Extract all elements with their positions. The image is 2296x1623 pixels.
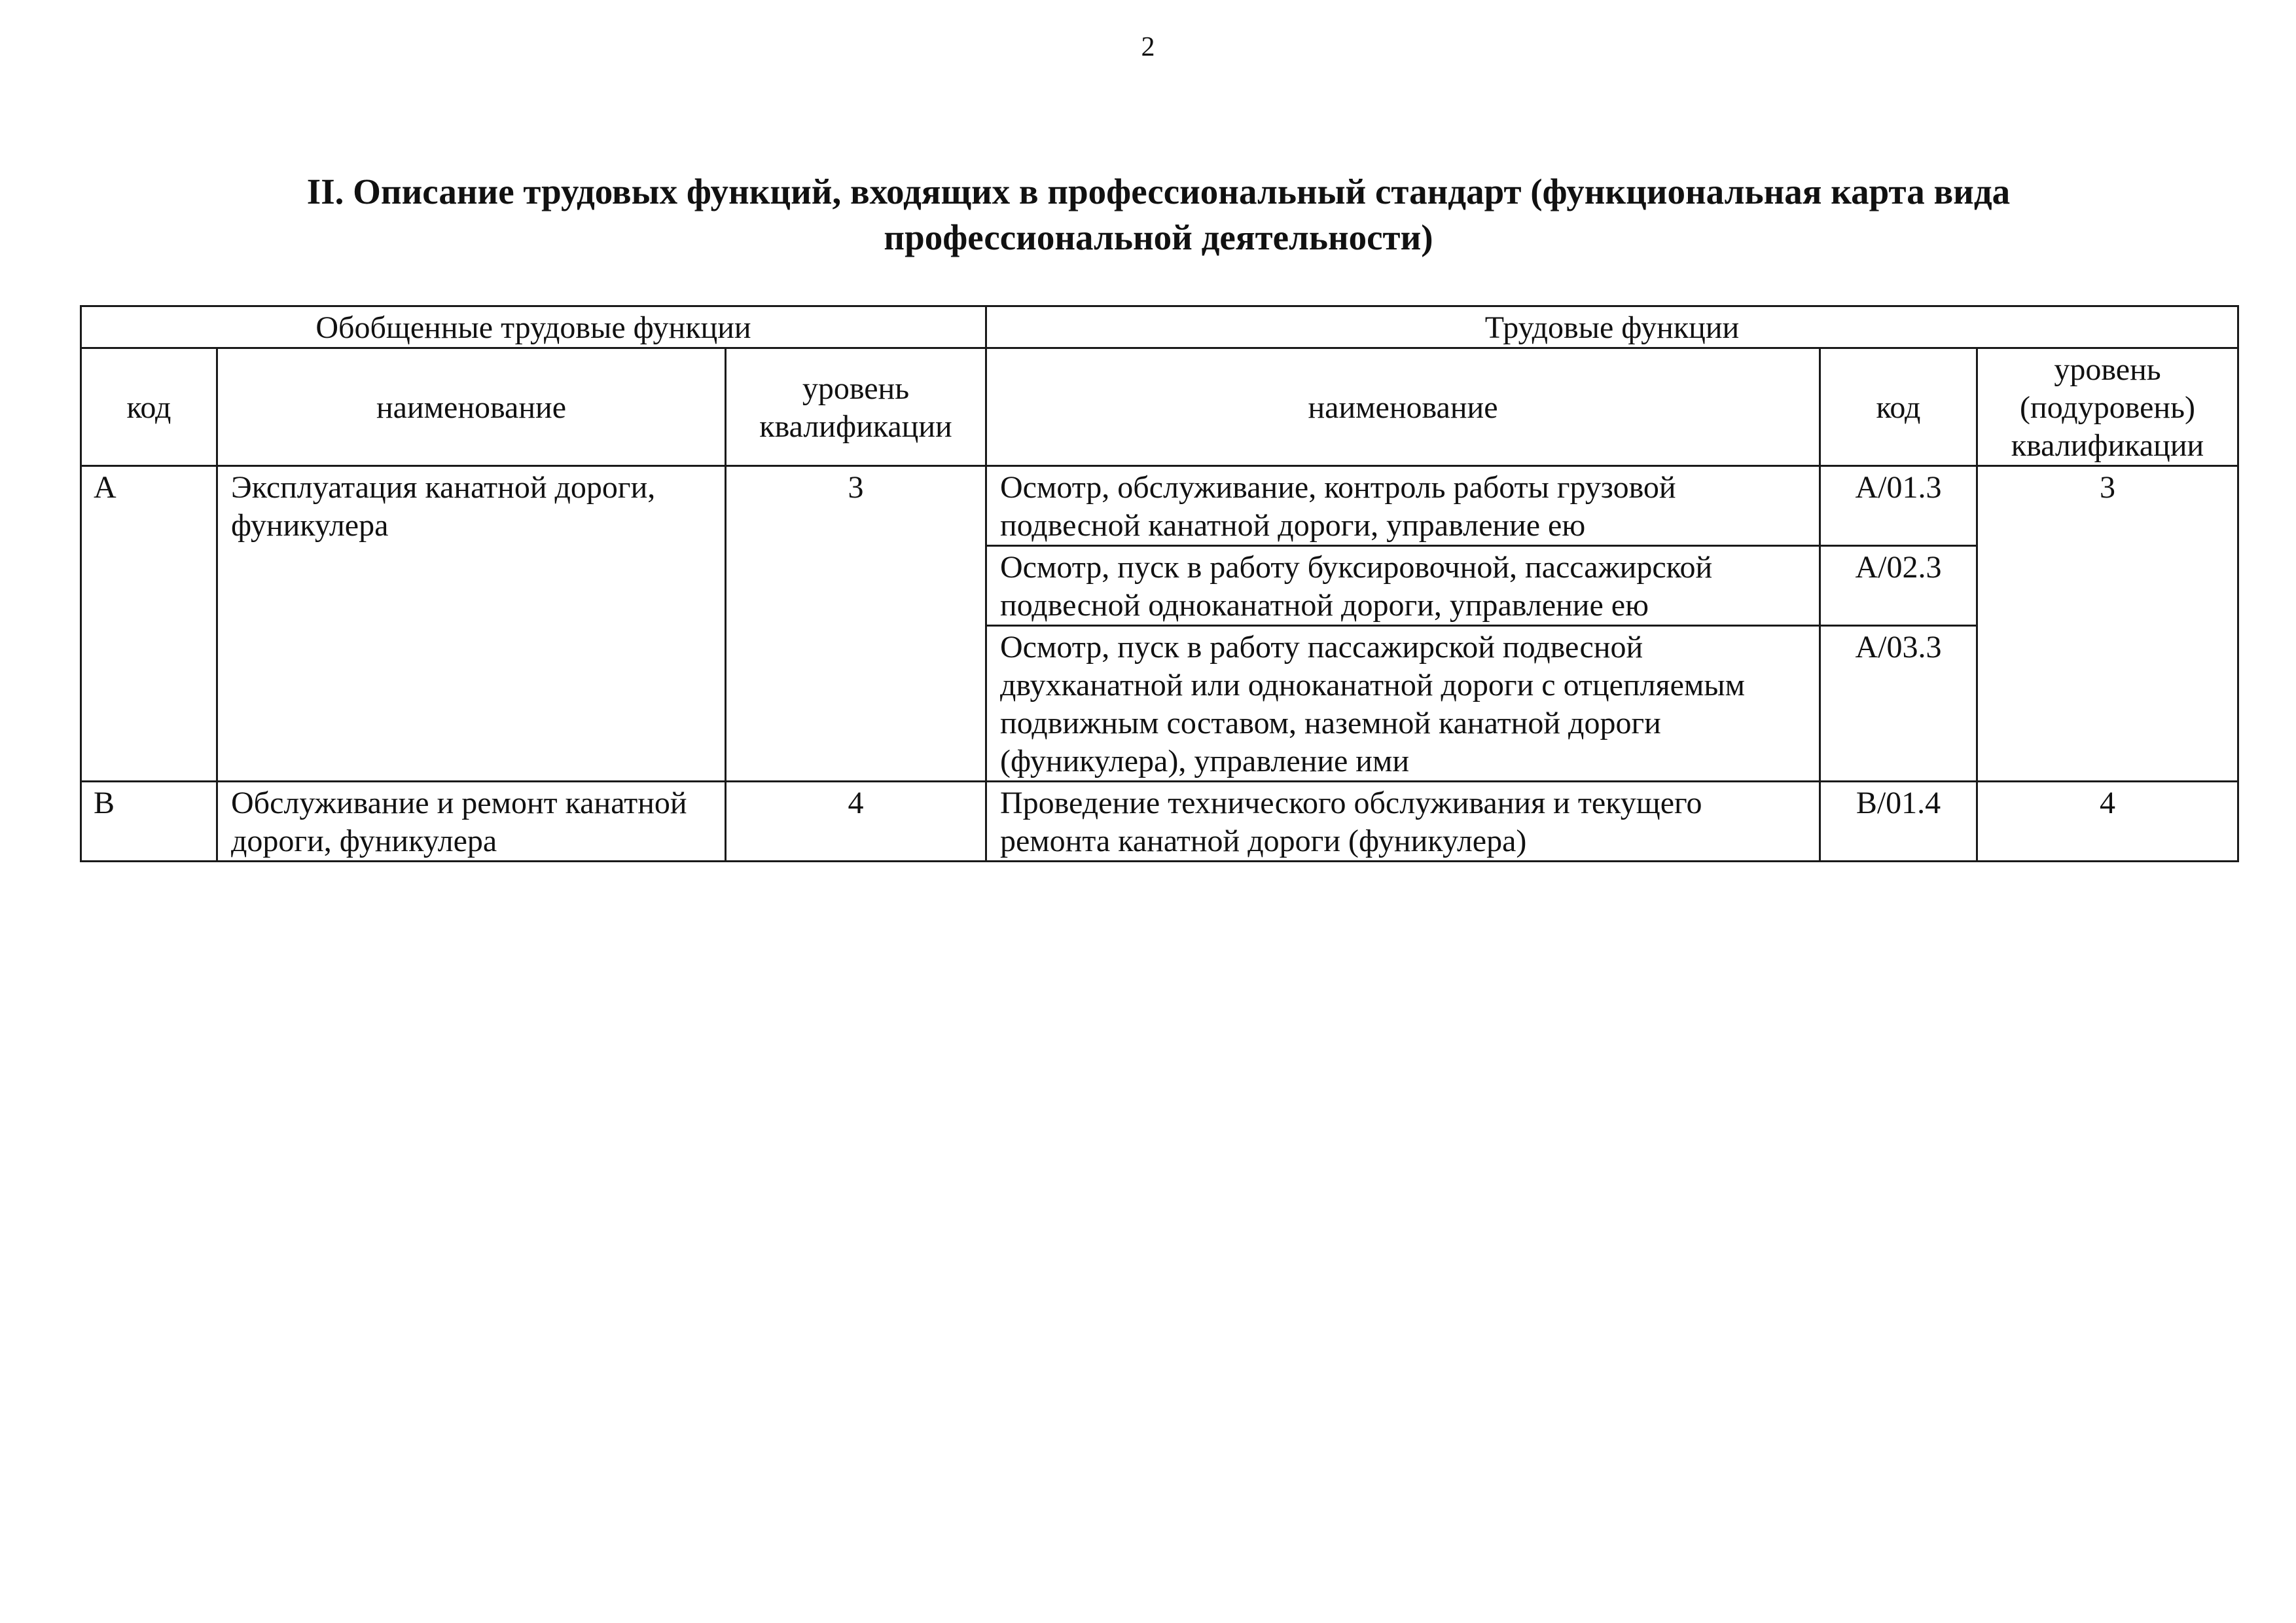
- tf-level: 3: [1977, 466, 2238, 782]
- header-level: уровень квалификации: [726, 348, 986, 466]
- tf-code: A/03.3: [1820, 626, 1977, 782]
- column-header-row: [81, 348, 2238, 466]
- group-header-row: [81, 306, 2238, 348]
- otf-name: Эксплуатация канатной дороги, фуникулера: [217, 466, 726, 782]
- header-tf-name: наименование: [986, 348, 1820, 466]
- otf-name: Обслуживание и ремонт канатной дороги, фуникулера: [217, 782, 726, 862]
- functional-map-table: [80, 305, 2239, 862]
- page-number: 2: [1141, 32, 1155, 62]
- tf-code: B/01.4: [1820, 782, 1977, 862]
- tf-name: Осмотр, пуск в работу пассажирской подвесной двухканатной или одноканатной дороги с отцепляемым подвижным составом, наземной канатной дороги (фуникулера), управление ими: [986, 626, 1820, 782]
- otf-level: 4: [726, 782, 986, 862]
- header-generalized-functions: Обобщенные трудовые функции: [81, 306, 986, 348]
- header-labor-functions: Трудовые функции: [986, 306, 2238, 348]
- section-heading: II. Описание трудовых функций, входящих в профессиональный стандарт (функциональная карта вида профессиональной деятельности): [306, 172, 2011, 257]
- otf-code: A: [81, 466, 217, 782]
- header-code: код: [81, 348, 217, 466]
- otf-level: 3: [726, 466, 986, 782]
- tf-name: Осмотр, обслуживание, контроль работы грузовой подвесной канатной дороги, управление ею: [986, 466, 1820, 546]
- tf-level: 4: [1977, 782, 2238, 862]
- tf-code: A/01.3: [1820, 466, 1977, 546]
- table-row: [81, 782, 2238, 862]
- tf-code: A/02.3: [1820, 546, 1977, 626]
- tf-name: Проведение технического обслуживания и текущего ремонта канатной дороги (фуникулера): [986, 782, 1820, 862]
- header-tf-code: код: [1820, 348, 1977, 466]
- header-name: наименование: [217, 348, 726, 466]
- header-tf-level: уровень (подуровень) квалификации: [1977, 348, 2238, 466]
- tf-name: Осмотр, пуск в работу буксировочной, пассажирской подвесной одноканатной дороги, управление ею: [986, 546, 1820, 626]
- table-row: [81, 466, 2238, 546]
- otf-code: B: [81, 782, 217, 862]
